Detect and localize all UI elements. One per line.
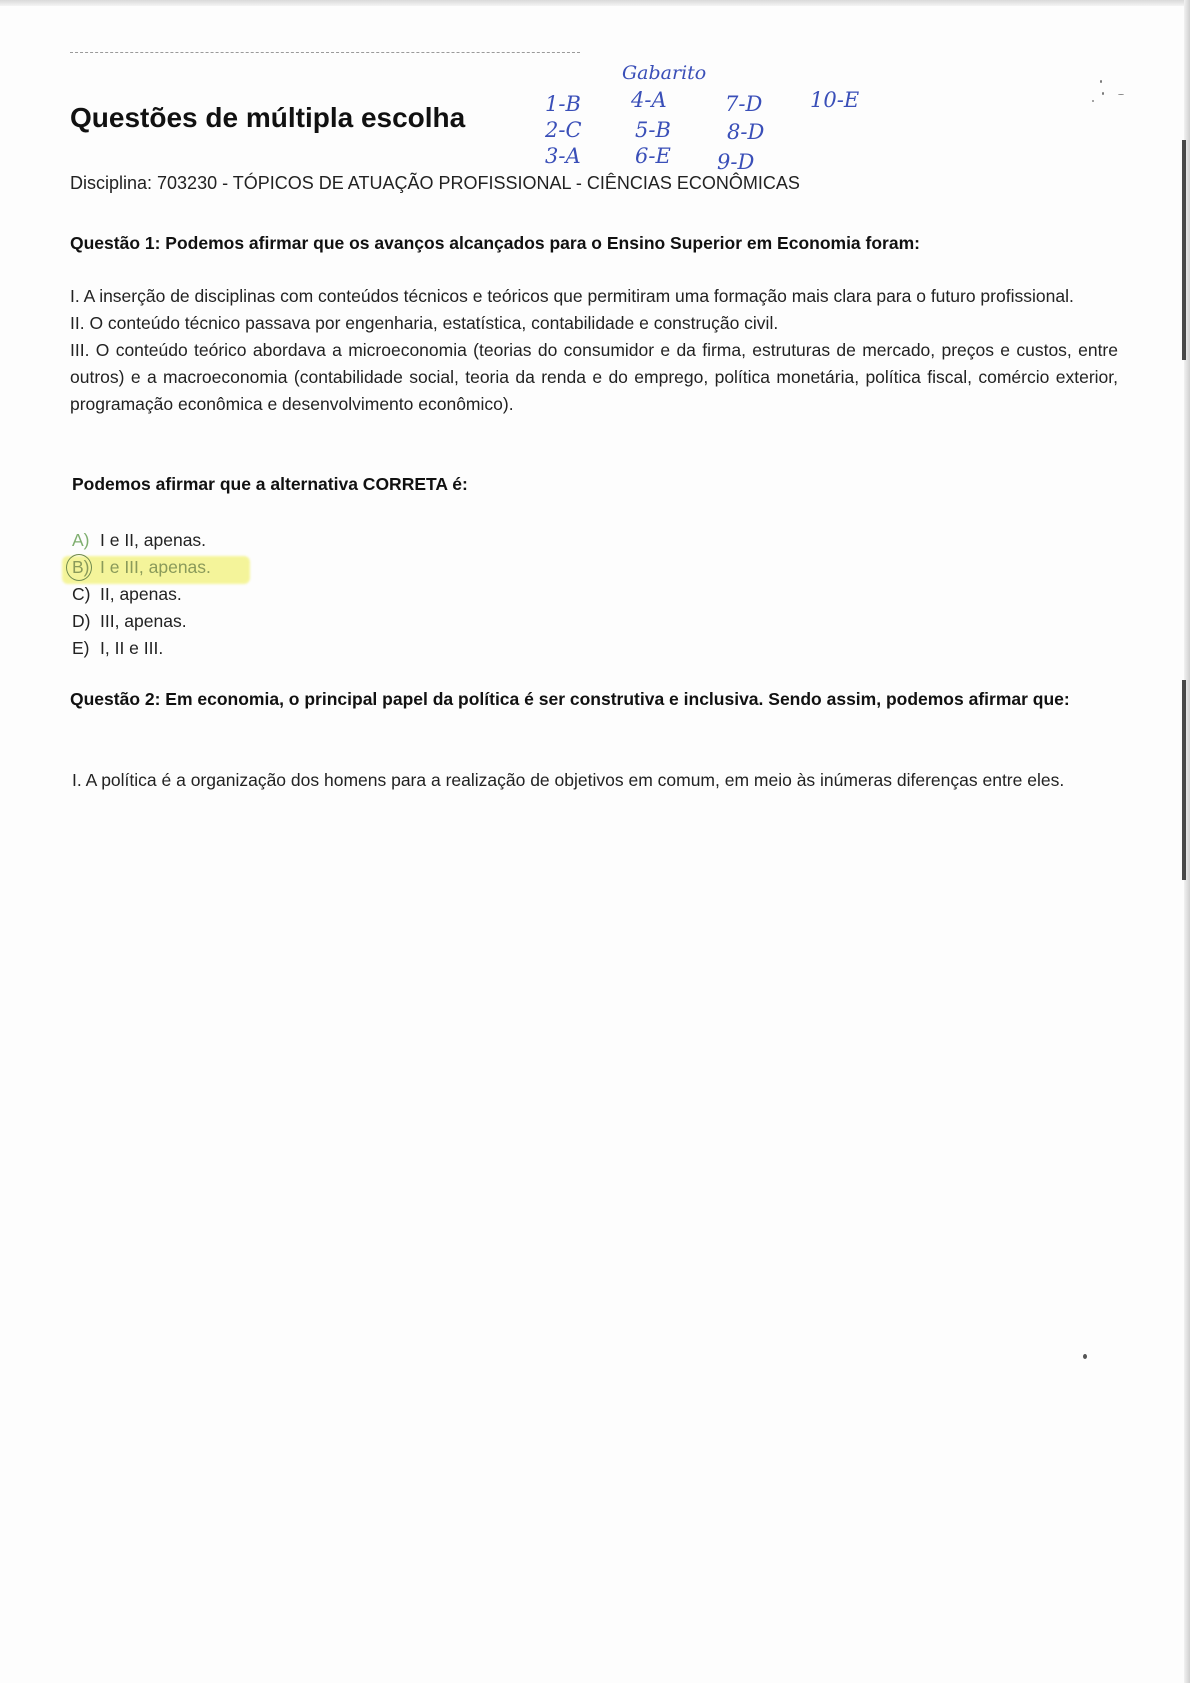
- statement-2: II. O conteúdo técnico passava por engenharia, estatística, contabilidade e construção civil.: [70, 313, 779, 333]
- answer-key-title: Gabarito: [622, 62, 707, 84]
- option-a[interactable]: [72, 527, 211, 554]
- option-letter: D): [72, 611, 91, 631]
- statement-1: I. A inserção de disciplinas com conteúdos técnicos e teóricos que permitiram uma formação mais clara para o futuro profissional.: [70, 286, 1074, 306]
- scan-speck: [1083, 1354, 1087, 1359]
- option-letter: C): [72, 584, 91, 604]
- answer-key-item: 2-C: [545, 118, 582, 142]
- question-1-prompt: Podemos afirmar que a alternativa CORRETA é:: [72, 474, 468, 494]
- scan-artifact-bar: [1182, 680, 1186, 880]
- option-letter: B): [72, 557, 90, 577]
- option-text: II, apenas.: [100, 584, 182, 604]
- question-1-heading: Questão 1: Podemos afirmar que os avanços alcançados para o Ensino Superior em Economia foram:: [70, 233, 920, 253]
- scan-specks: [1090, 78, 1130, 108]
- answer-key-item: 10-E: [810, 88, 860, 112]
- page-title: Questões de múltipla escolha: [70, 102, 466, 133]
- option-text: I e II, apenas.: [100, 530, 207, 550]
- statement-3: III. O conteúdo teórico abordava a microeconomia (teorias do consumidor e da firma, estruturas de mercado, preços e custos, entre outros) e a macroeconomia (contabilidade social, teoria da renda e do emprego, política monetária, política fiscal, comércio exterior, programação econômica e desenvolvimento econômico).: [70, 340, 1118, 414]
- option-text: I, II e III.: [100, 638, 164, 658]
- option-text: I e III, apenas.: [100, 557, 211, 577]
- answer-key-item: 3-A: [545, 144, 581, 168]
- question-2-statement: I. A política é a organização dos homens para a realização de objetivos em comum, em meio às inúmeras diferenças entre eles.: [72, 770, 1065, 790]
- question-2-heading: Questão 2: Em economia, o principal papel da política é ser construtiva e inclusiva. Sendo assim, podemos afirmar que:: [70, 689, 1070, 709]
- answer-key-item: 7-D: [725, 92, 763, 116]
- option-c[interactable]: [72, 581, 211, 608]
- scan-top-edge: [0, 0, 1190, 6]
- answer-key-item: 6-E: [635, 144, 671, 168]
- option-text: III, apenas.: [100, 611, 187, 631]
- question-1-statements: [70, 283, 1118, 418]
- option-e[interactable]: [72, 635, 211, 662]
- answer-key-item: 8-D: [727, 120, 765, 144]
- discipline-line: Disciplina: 703230 - TÓPICOS DE ATUAÇÃO PROFISSIONAL - CIÊNCIAS ECONÔMICAS: [70, 173, 800, 193]
- header-rule: [70, 52, 580, 53]
- scan-artifact-bar: [1182, 140, 1186, 360]
- option-b-marked[interactable]: [72, 554, 211, 581]
- option-d[interactable]: [72, 608, 211, 635]
- option-letter: A): [72, 530, 90, 550]
- answer-key-item: 9-D: [717, 150, 755, 174]
- answer-key-item: 5-B: [635, 118, 671, 142]
- question-1-options: [72, 527, 211, 662]
- answer-key-item: 4-A: [631, 88, 667, 112]
- answer-key-item: 1-B: [545, 92, 581, 116]
- option-letter: E): [72, 638, 90, 658]
